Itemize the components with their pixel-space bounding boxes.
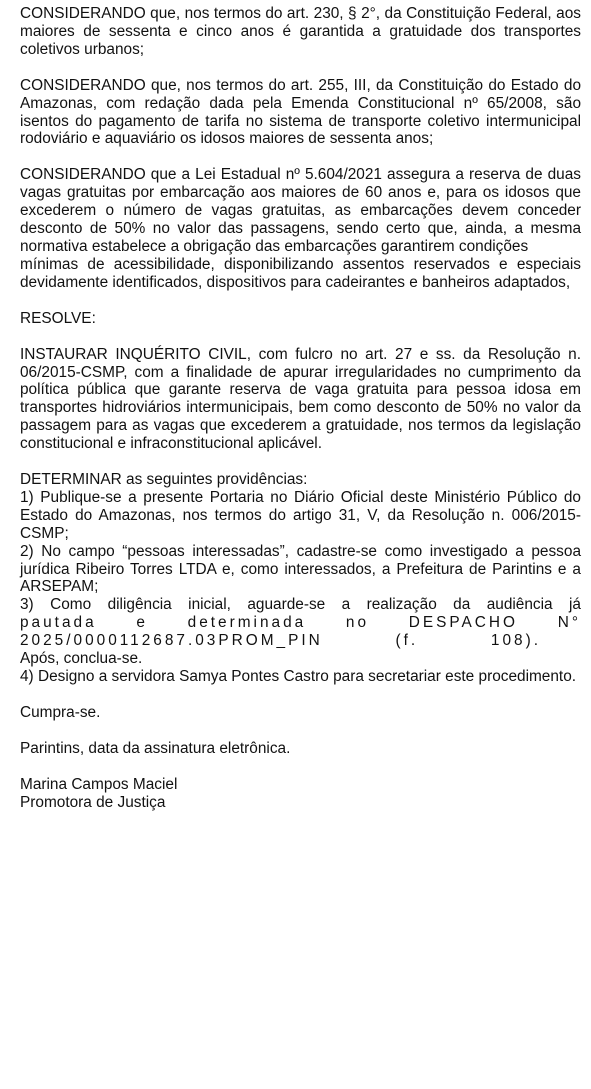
considerando-paragraph-3-part-1: CONSIDERANDO que a Lei Estadual nº 5.604/2021 assegura a reserva de duas vagas gratuitas por embarcação aos maiores de 60 anos e, para os idosos que excederem o número de vagas gratuitas, as embarcações devem conceder desconto de 50% no valor das passagens, sendo certo que, ainda, a mesma normativa estabelece a obrigação das embarcações garantirem condições: [20, 166, 581, 255]
resolve-heading: RESOLVE:: [20, 309, 96, 327]
considerando-paragraph-1: CONSIDERANDO que, nos termos do art. 230, § 2°, da Constituição Federal, aos maiores de sessenta e cinco anos é garantida a gratuidade dos transportes coletivos urbanos;: [20, 5, 581, 58]
cumpra-se: Cumpra-se.: [20, 703, 101, 721]
determinar-item-3-line-3: 2025/0000112687.03PROM_PIN (f. 108).: [20, 632, 541, 650]
instaurar-paragraph: INSTAURAR INQUÉRITO CIVIL, com fulcro no art. 27 e ss. da Resolução n. 06/2015-CSMP, com a finalidade de apurar irregularidades no cumprimento da política pública que garante reserva de vaga gratuita para pessoa idosa em transportes hidroviários intermunicipais, bem como desconto de 50% no valor da passagem para as vagas que excederem a gratuidade, nos termos da legislação constitucional e infraconstitucional aplicável.: [20, 345, 581, 453]
determinar-item-3-line-1: 3) Como diligência inicial, aguarde-se a realização da audiência já: [20, 596, 581, 614]
determinar-item-1: 1) Publique-se a presente Portaria no Diário Oficial deste Ministério Público do Estado do Amazonas, nos termos do artigo 31, V, da Resolução n. 006/2015-CSMP;: [20, 488, 581, 542]
considerando-paragraph-3: [20, 166, 581, 291]
determinar-item-4: 4) Designo a servidora Samya Pontes Castro para secretariar este procedimento.: [20, 668, 577, 685]
determinar-section: [20, 471, 581, 686]
determinar-item-3-line-2: pautada e determinada no DESPACHO N°: [20, 614, 581, 632]
signature-block: [20, 776, 581, 812]
considerando-paragraph-3-part-2: mínimas de acessibilidade, disponibilizando assentos reservados e especiais devidamente identificados, dispositivos para cadeirantes e banheiros adaptados,: [20, 255, 581, 291]
determinar-intro: DETERMINAR as seguintes providências:: [20, 471, 308, 489]
signatario-nome: Marina Campos Maciel: [20, 775, 178, 793]
document-page: [20, 5, 581, 812]
considerando-paragraph-2: CONSIDERANDO que, nos termos do art. 255, III, da Constituição do Estado do Amazonas, com redação dada pela Emenda Constitucional nº 65/2008, são isentos do pagamento de tarifa no sistema de transporte coletivo intermunicipal rodoviário e aquaviário os idosos maiores de sessenta anos;: [20, 76, 581, 148]
determinar-item-3-line-4: Após, conclua-se.: [20, 650, 143, 668]
signatario-cargo: Promotora de Justiça: [20, 793, 166, 811]
determinar-item-2: 2) No campo “pessoas interessadas”, cadastre-se como investigado a pessoa jurídica Ribeiro Torres LTDA e, como interessados, a Prefeitura de Parintins e a ARSEPAM;: [20, 542, 581, 596]
local-data: Parintins, data da assinatura eletrônica.: [20, 739, 291, 757]
